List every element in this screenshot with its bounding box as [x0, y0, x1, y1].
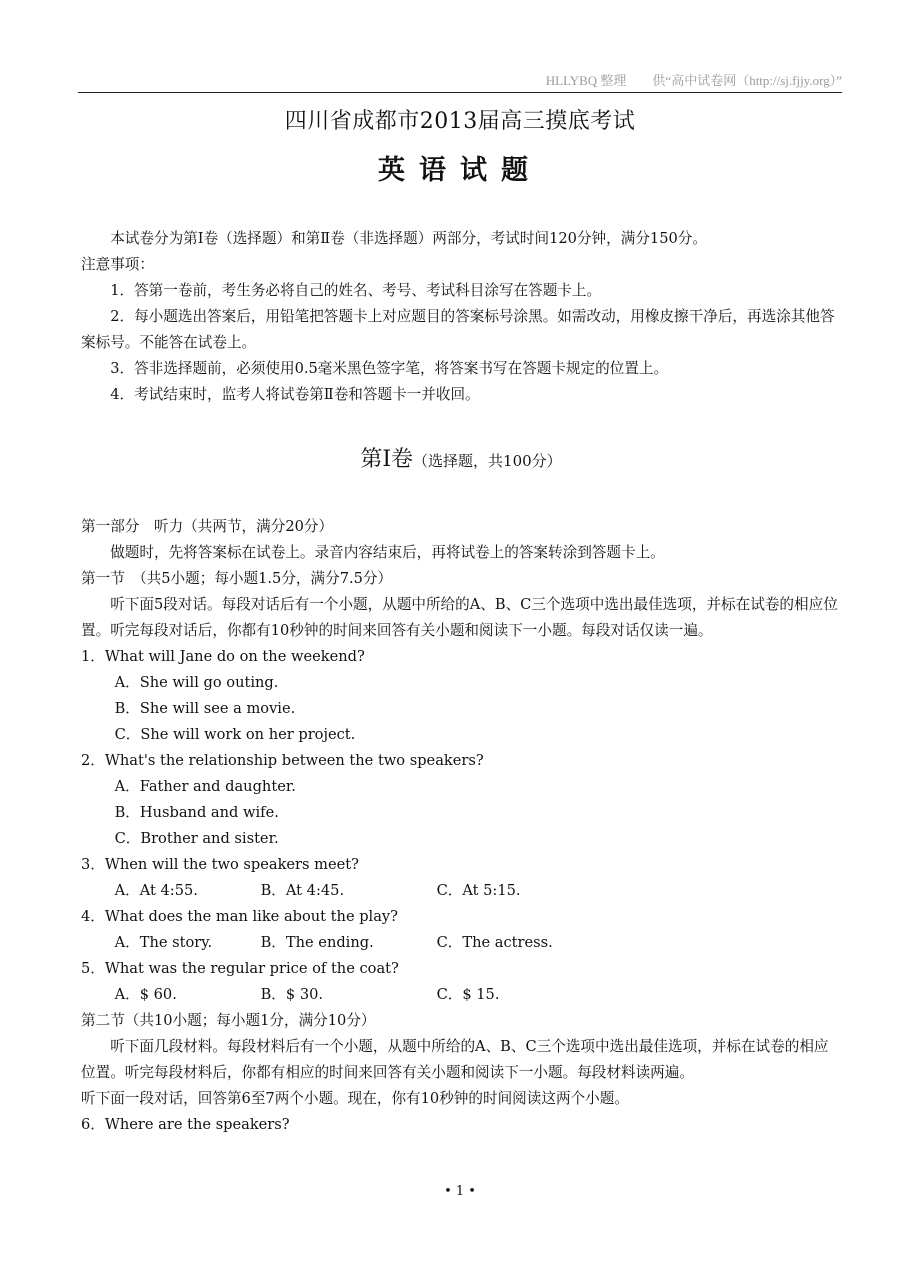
header-rule	[78, 92, 842, 93]
option: A．At 4:55.	[114, 882, 198, 899]
dialogue-lead: 听下面一段对话，回答第6至7两个小题。现在，你有10秒钟的时间阅读这两个小题。	[81, 1090, 629, 1107]
option: C．$ 15.	[436, 986, 500, 1003]
page-header	[78, 70, 842, 89]
header-left: HLLYBQ 整理	[545, 73, 627, 88]
question: 6．Where are the speakers?	[81, 1116, 290, 1133]
option: B．$ 30.	[260, 986, 324, 1003]
notice-item: 1．答第一卷前，考生务必将自己的姓名、考号、考试科目涂写在答题卡上。	[110, 282, 602, 299]
exam-title: 四川省成都市2013届高三摸底考试	[284, 109, 636, 134]
part-instruction: 做题时，先将答案标在试卷上。录音内容结束后，再将试卷上的答案转涂到答题卡上。	[110, 544, 665, 561]
subsection-title: 第二节（共10小题；每小题1分，满分10分）	[81, 1012, 376, 1029]
option-row	[81, 982, 841, 1008]
option: B．At 4:45.	[260, 882, 345, 899]
option: C．She will work on her project.	[114, 726, 356, 743]
option: A．$ 60.	[114, 986, 177, 1003]
section-title	[81, 440, 841, 482]
option: B．Husband and wife.	[114, 804, 279, 821]
option: C．Brother and sister.	[114, 830, 279, 847]
exam-subtitle: 英语试题	[378, 155, 542, 186]
option-row	[81, 930, 841, 956]
question: 1．What will Jane do on the weekend?	[81, 648, 365, 665]
option: B．She will see a movie.	[114, 700, 296, 717]
option: A．She will go outing.	[114, 674, 279, 691]
option: C．At 5:15.	[436, 882, 521, 899]
question: 3．When will the two speakers meet?	[81, 856, 359, 873]
option: A．Father and daughter.	[114, 778, 296, 795]
notice-item: 2．每小题选出答案后，用铅笔把答题卡上对应题目的答案标号涂黑。如需改动，用橡皮擦干净后，再选涂其他答案标号。不能答在试卷上。	[81, 308, 835, 351]
part-title: 第一部分 听力（共两节，满分20分）	[81, 518, 334, 535]
subsection-title: 第一节 （共5小题；每小题1.5分，满分7.5分）	[81, 570, 393, 587]
notice-item: 4．考试结束时，监考人将试卷第Ⅱ卷和答题卡一并收回。	[110, 386, 480, 403]
question: 4．What does the man like about the play?	[81, 908, 398, 925]
option: B．The ending.	[260, 934, 374, 951]
subsection-instruction: 听下面几段材料。每段材料后有一个小题，从题中所给的A、B、C三个选项中选出最佳选项，并标在试卷的相应位置。听完每段材料后，你都有相应的时间来回答有关小题和阅读下一小题。每段材料读两遍。	[81, 1038, 829, 1081]
question: 5．What was the regular price of the coat?	[81, 960, 399, 977]
header-right: 供“高中试卷网（http://sj.fjjy.org）”	[652, 73, 842, 88]
notice-title: 注意事项：	[81, 256, 154, 273]
exam-content	[81, 226, 841, 1138]
notice-item: 3．答非选择题前，必须使用0.5毫米黑色签字笔，将答案书写在答题卡规定的位置上。	[110, 360, 669, 377]
intro-paragraph: 本试卷分为第Ⅰ卷（选择题）和第Ⅱ卷（非选择题）两部分，考试时间120分钟，满分150分。	[110, 230, 707, 247]
subsection-instruction: 听下面5段对话。每段对话后有一个小题，从题中所给的A、B、C三个选项中选出最佳选项，并标在试卷的相应位置。听完每段对话后，你都有10秒钟的时间来回答有关小题和阅读下一小题。每段对话仅读一遍。	[81, 596, 838, 639]
section-title-main: 第Ⅰ卷	[360, 447, 414, 472]
option-row	[81, 878, 841, 904]
question: 2．What's the relationship between the two speakers?	[81, 752, 484, 769]
section-title-note: （选择题，共100分）	[413, 452, 562, 470]
page-number: • 1 •	[444, 1184, 476, 1199]
option: A．The story.	[114, 934, 213, 951]
option: C．The actress.	[436, 934, 553, 951]
